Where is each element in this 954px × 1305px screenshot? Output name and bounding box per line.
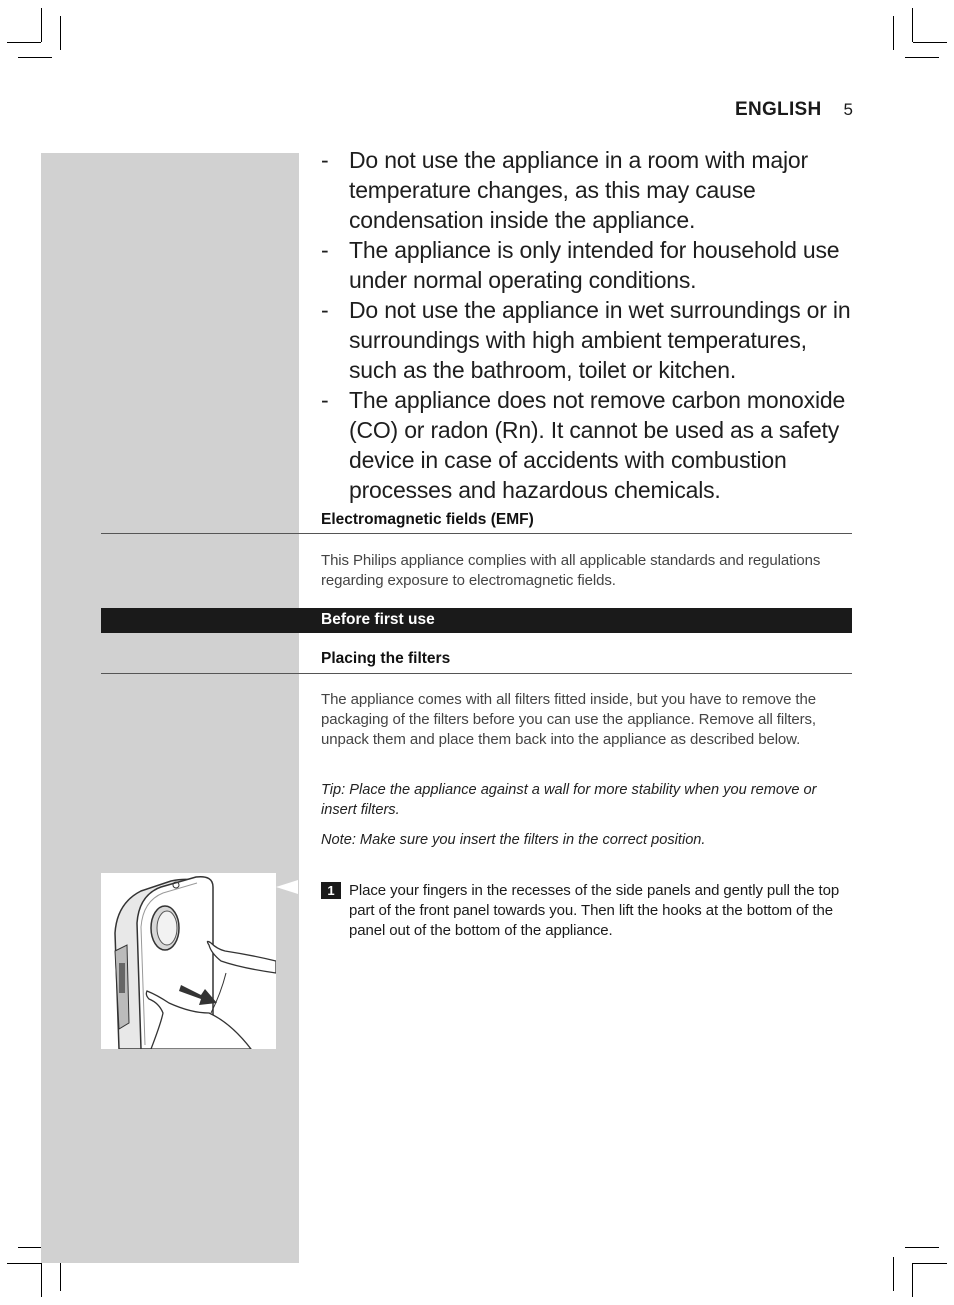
crop-mark: [912, 8, 913, 42]
crop-mark: [41, 8, 42, 42]
warning-list: [321, 145, 856, 505]
section-bar: [101, 608, 852, 633]
bullet-dash: -: [321, 297, 329, 323]
step-number: 1: [321, 882, 341, 899]
crop-mark: [7, 42, 41, 43]
warning-item: [321, 235, 856, 295]
crop-mark: [18, 57, 52, 58]
bullet-dash: -: [321, 147, 329, 173]
warning-item: [321, 145, 856, 235]
before-first-use-heading: Before first use: [321, 611, 435, 628]
crop-mark: [913, 42, 947, 43]
crop-mark: [913, 1263, 947, 1264]
crop-mark: [41, 1263, 42, 1297]
step-text: Place your fingers in the recesses of the side panels and gently pull the top part of the front panel towards you. Then lift the hooks at the bottom of the panel out of the bottom of the appliance.: [349, 882, 840, 939]
crop-mark: [905, 57, 939, 58]
crop-mark: [905, 1247, 939, 1248]
section-divider: [101, 533, 852, 534]
step-item: [321, 881, 851, 941]
air-purifier-illustration: [101, 873, 276, 1049]
crop-mark: [7, 1263, 41, 1264]
page-number: 5: [843, 100, 853, 119]
callout-pointer: [276, 880, 298, 894]
bullet-dash: -: [321, 387, 329, 413]
emf-text: This Philips appliance complies with all applicable standards and regulations regarding exposure to electromagnetic fields.: [321, 552, 821, 589]
bullet-dash: -: [321, 237, 329, 263]
crop-mark: [893, 1257, 894, 1291]
warning-text: The appliance does not remove carbon monoxide (CO) or radon (Rn). It cannot be used as a safety device in case of accidents with combustion processes and hazardous chemicals.: [349, 387, 846, 503]
crop-mark: [912, 1263, 913, 1297]
crop-mark: [893, 16, 894, 50]
warning-text: The appliance is only intended for household use under normal operating conditions.: [349, 237, 840, 293]
sidebar-column: [41, 153, 299, 1263]
tip-text: Tip: Place the appliance against a wall for more stability when you remove or insert filters.: [321, 782, 817, 818]
page-header: [735, 99, 853, 121]
placing-filters-text: The appliance comes with all filters fitted inside, but you have to remove the packaging of the filters before you can use the appliance. Remove all filters, unpack them and place them back into the appliance as described below.: [321, 691, 816, 748]
warning-item: [321, 295, 856, 385]
placing-filters-heading: Placing the filters: [321, 650, 451, 667]
warning-text: Do not use the appliance in a room with major temperature changes, as this may cause condensation inside the appliance.: [349, 147, 808, 233]
step-illustration: [101, 873, 276, 1049]
emf-heading: Electromagnetic fields (EMF): [321, 511, 534, 528]
language-label: ENGLISH: [734, 99, 822, 120]
crop-mark: [60, 16, 61, 50]
section-divider: [101, 673, 852, 674]
warning-item: [321, 385, 856, 505]
note-text: Note: Make sure you insert the filters in the correct position.: [321, 832, 706, 848]
warning-text: Do not use the appliance in wet surroundings or in surroundings with high ambient temperatures, such as the bathroom, toilet or kitchen.: [349, 297, 851, 383]
